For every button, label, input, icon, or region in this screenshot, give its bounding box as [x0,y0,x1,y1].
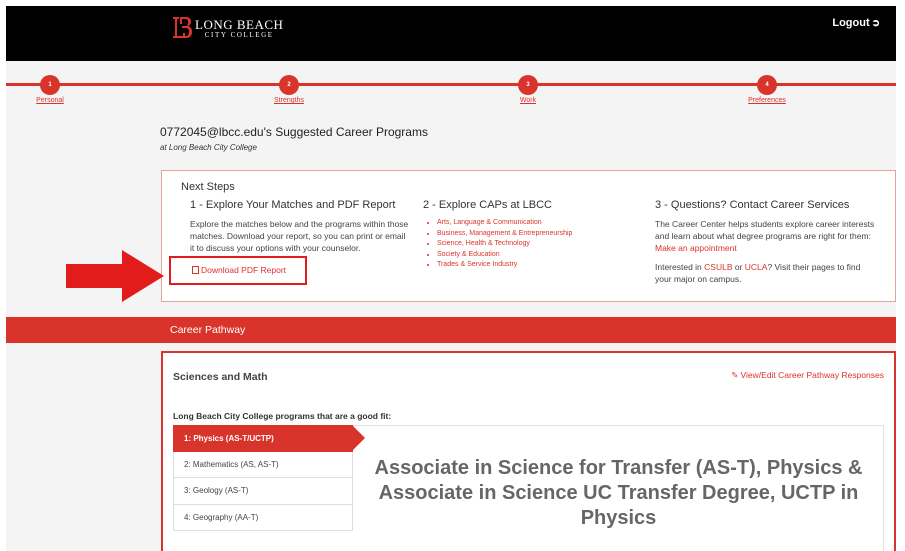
cap-link-society[interactable]: • Society & Education [437,250,633,261]
page-title: 0772045@lbcc.edu's Suggested Career Programs [160,125,428,139]
program-detail-title: Associate in Science for Transfer (AS-T), Physics & Associate in Science UC Transfer Degree, UCTP in Physics [374,457,863,529]
page-heading [160,125,428,152]
annotation-arrow-icon [66,250,166,307]
career-center-description: The Career Center helps students explore career interests and learn about what degree programs are right for them: [655,219,875,241]
cap-link-trades[interactable]: • Trades & Service Industry [437,260,633,271]
transfer-text-start: Interested in [655,262,705,272]
edit-pathway-label: View/Edit Career Pathway Responses [740,370,884,380]
career-pathway-panel [161,351,896,551]
step-number: 3 [518,75,538,95]
cap-link-arts[interactable]: • Arts, Language & Communication [437,218,633,229]
program-item-mathematics[interactable]: 2: Mathematics (AS, AS-T) [173,452,353,479]
pathway-section-title: Sciences and Math [173,371,268,383]
app-frame [6,6,896,551]
page-subtitle: at Long Beach City College [160,143,257,152]
program-item-geology[interactable]: 3: Geology (AS-T) [173,478,353,505]
career-pathway-band [6,317,896,343]
program-list [173,425,353,531]
download-pdf-link[interactable] [192,265,286,275]
step-label[interactable]: Work [519,97,537,104]
lbcc-logo[interactable] [170,15,283,41]
pdf-file-icon [192,266,199,274]
explore-matches-column [190,199,410,254]
edit-pathway-link[interactable] [731,370,884,381]
step-label[interactable]: Strengths [274,97,304,104]
transfer-text-end: ? Visit their pages to find your major on campus. [655,262,861,284]
step-number: 2 [279,75,299,95]
step-personal[interactable] [20,75,80,104]
explore-caps-column [423,199,633,271]
step-label[interactable]: Personal [36,97,64,104]
next-steps-title: Next Steps [181,181,235,193]
career-center-text [655,218,875,254]
logo-wordmark [195,18,283,39]
career-pathway-title: Career Pathway [170,324,246,336]
logout-label: Logout [832,17,870,29]
step-preferences[interactable] [737,75,797,104]
programs-label: Long Beach City College programs that are a good fit: [173,411,392,421]
program-item-physics[interactable]: 1: Physics (AS-T/UCTP) [173,425,353,452]
cap-link-science[interactable]: • Science, Health & Technology [437,239,633,250]
csulb-link[interactable]: CSULB [704,262,733,272]
program-item-geography[interactable]: 4: Geography (AA-T) [173,505,353,532]
logout-button[interactable] [832,17,880,29]
sign-out-icon: ➲ [871,18,880,29]
career-services-heading: 3 - Questions? Contact Career Services [655,199,850,211]
pencil-icon: ✎ [731,370,739,380]
career-services-column [655,199,875,285]
top-bar [6,6,896,61]
program-detail-panel [353,425,884,551]
explore-matches-heading: 1 - Explore Your Matches and PDF Report [190,199,396,211]
next-steps-panel [161,170,896,302]
transfer-text [655,261,875,285]
step-label[interactable]: Preferences [748,97,786,104]
logo-line-2: CITY COLLEGE [204,30,274,39]
step-number: 1 [40,75,60,95]
explore-matches-text: Explore the matches below and the programs within those matches. Download your report, so you can print or email it to discuss your options with your counselor. [190,219,409,253]
download-pdf-label: Download PDF Report [201,265,287,275]
logo-line-1: LONG BEACH [195,16,284,32]
download-highlight-box [169,256,307,285]
make-appointment-link[interactable]: Make an appointment [655,243,737,253]
ucla-link[interactable]: UCLA [744,262,768,272]
step-number: 4 [757,75,777,95]
step-strengths[interactable] [259,75,319,104]
step-work[interactable] [498,75,558,104]
caps-list [423,218,633,271]
cap-link-business[interactable]: • Business, Management & Entrepreneurship [437,229,633,240]
explore-caps-heading: 2 - Explore CAPs at LBCC [423,199,552,211]
transfer-text-or: or [732,262,745,272]
lbcc-logo-icon [170,15,192,41]
